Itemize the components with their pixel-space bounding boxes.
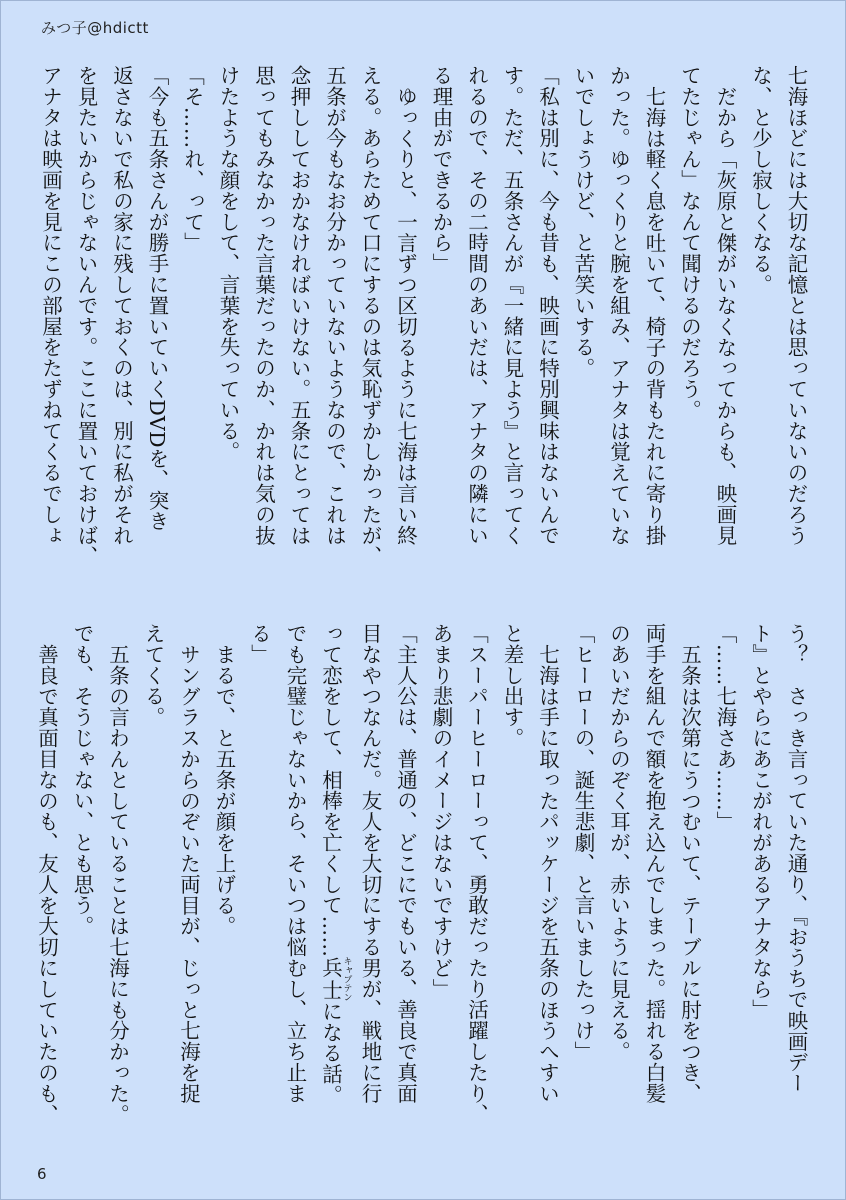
author-header: みつ子@hdictt [41,19,149,37]
text-line: けたような顔をして、言葉を失っている。 [216,65,240,463]
text-line: って恋をして、相棒を亡くして……兵士 キャプテンになる話。 [318,623,352,1106]
text-line: だから「灰原と傑がいなくなってからも、映画見 [713,85,737,546]
text-line: 五条が今もなお分かっていないようなので、これは [322,65,347,546]
text-line: 「そ……れ、って」 [180,65,205,254]
text-line: 五条は次第にうつむいて、テーブルに肘をつき、 [677,643,702,1104]
text-line: 「スーパーヒーローって、勇敢だったり活躍したり、 [464,623,489,1125]
text-line: アナタは映画を見にこの部屋をたずねてくるでしょ [38,65,63,546]
text-line: と差し出す。 [500,623,524,749]
text-line: る理由ができるから」 [429,65,453,274]
text-line: 七海は軽く息を吐いて、椅子の背もたれに寄り掛 [642,85,666,546]
ruby-annotation: 兵士 キャプテン [318,956,352,1002]
text-line: す。ただ、五条さんが『一緒に見よう』と言ってく [500,65,524,546]
text-line: 目なやつなんだ。友人を大切にする男が、戦地に行 [358,623,382,1104]
text-line: いでしょうけど、と苦笑いする。 [571,65,595,379]
text-line: 七海は手に取ったパッケージを五条のほうへすい [535,643,560,1104]
text-line: でも完璧じゃないから、そいつは悩むし、立ち止ま [283,623,307,1104]
text-line: 両手を組んで額を抱え込んでしまった。揺れる白髪 [642,623,666,1104]
text-line: でも、そうじゃない、とも思う。 [70,623,94,937]
text-line: える。あらためて口にするのは気恥ずかしかったが、 [358,65,382,567]
text-line: れるので、その二時間のあいだは、アナタの隣にい [464,65,489,546]
text-line: のあいだからのぞく耳が、赤いように見える。 [606,623,631,1062]
text-line: かった。ゆっくりと腕を組み、アナタは覚えていな [606,65,631,546]
text-line: る」 [247,623,272,665]
text-line: 五条の言わんとしていることは七海にも分かった。 [105,643,130,1125]
text-line: 「ヒーローの、誕生悲劇、と言いましたっけ」 [571,623,595,1062]
text-line: ゆっくりと、一言ずつ区切るように七海は言い終 [393,85,418,546]
text-line: 「……七海さあ……」 [713,623,737,832]
text-line: 「私は別に、今も昔も、映画に特別興味はないんで [535,65,560,546]
text-line: てたじゃん」なんて聞けるのだろう。 [677,65,702,421]
text-line: を見たいからじゃないんです。ここに置いておけば、 [74,65,98,567]
text-line: ト』とやらにあこがれがあるアナタなら」 [748,623,773,1021]
page-number: 6 [37,1165,47,1183]
text-line: 「今も五条さんが勝手に置いていくDVDを、突き [145,65,169,532]
text-line: 善良で真面目なのも、友人を大切にしていたのも、 [34,643,59,1125]
text-line: 念押ししておかなければいけない。五条にとっては [287,65,311,546]
text-line: な、と少し寂しくなる。 [748,65,773,295]
text-column-bottom [34,623,813,1131]
text-column-top [38,65,813,573]
text-line: サングラスからのぞいた両目が、じっと七海を捉 [176,643,201,1104]
text-line: 「主人公は、普通の、どこにでもいる、善良で真面 [393,623,418,1104]
text-line: 七海ほどには大切な記憶とは思っていないのだろう [784,65,808,546]
text-line: えてくる。 [141,623,165,728]
text-line: まるで、と五条が顔を上げる。 [212,643,236,937]
text-line: 思ってもみなかった言葉だったのか、かれは気の抜 [251,65,276,546]
text-line: あまり悲劇のイメージはないですけど」 [429,623,453,1000]
text-line: 返さないで私の家に残しておくのは、別に私がそれ [109,65,134,546]
text-line: う？ さっき言っていた通り、『おうちで映画デー [784,623,808,1094]
